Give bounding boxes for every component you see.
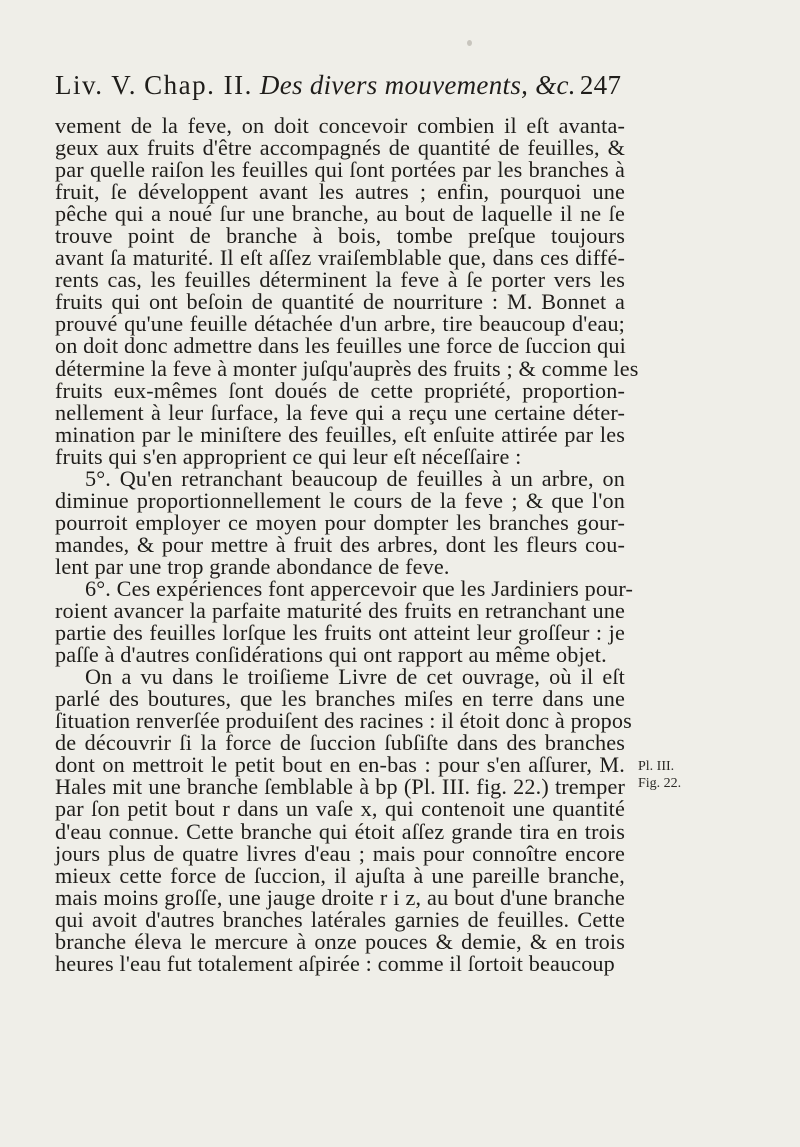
text-line: pêche qui a noué ſur une branche, au bout de laquelle il ne ſe — [55, 201, 625, 227]
text-line: qui avoit d'autres branches latérales garnies de feuilles. Cette — [55, 906, 625, 932]
text-line: de découvrir ſi la force de ſuccion ſubſiſte dans des branches — [55, 730, 625, 756]
running-head — [55, 70, 625, 104]
text-line: vement de la feve, on doit concevoir combien il eſt avanta- — [55, 113, 625, 138]
margin-note-figure: Fig. 22. — [638, 776, 682, 791]
page-number: 247 — [579, 70, 622, 100]
running-head-title: Des divers mouvements, &c. — [259, 70, 576, 100]
text-line: partie des feuilles lorſque les fruits ont atteint leur groſſeur : je — [55, 620, 625, 646]
text-line: heures l'eau fut totalement aſpirée : comme il ſortoit beaucoup — [55, 950, 615, 976]
text-line: ſituation renverſée produiſent des racines : il étoit donc à propos — [55, 708, 632, 734]
text-line: diminue proportionnellement le cours de la feve ; & que l'on — [55, 487, 625, 513]
text-line: on doit donc admettre dans les feuilles une force de ſuccion qui — [55, 333, 626, 359]
text-line: fruit, ſe développent avant les autres ; enfin, pourquoi une — [55, 179, 625, 205]
text-line: prouvé qu'une feuille détachée d'un arbre, tire beaucoup d'eau; — [55, 311, 625, 337]
running-head-chapter: Chap. II. — [144, 70, 253, 100]
text-line: nellement à leur ſurface, la feve qui a reçu une certaine déter- — [55, 399, 625, 425]
margin-note-plate: Pl. III. — [638, 759, 675, 774]
text-line: pourroit employer ce moyen pour dompter les branches gour- — [55, 509, 625, 535]
text-line: lent par une trop grande abondance de feve. — [55, 553, 450, 579]
text-line: jours plus de quatre livres d'eau ; mais pour connoître encore — [55, 840, 625, 866]
text-line: 5°. Qu'en retranchant beaucoup de feuilles à un arbre, on — [85, 465, 625, 491]
text-line: mieux cette force de ſuccion, il ajuſta à une pareille branche, — [55, 862, 625, 888]
ink-speck — [467, 40, 472, 46]
text-line: fruits qui ont beſoin de quantité de nourriture : M. Bonnet a — [55, 289, 625, 315]
text-line: par quelle raiſon les feuilles qui ſont portées par les branches à — [55, 157, 625, 183]
text-line: détermine la feve à monter juſqu'auprès des fruits ; & comme les — [55, 355, 639, 381]
text-line: Hales mit une branche ſemblable à bp (Pl. III. fig. 22.) tremper — [55, 774, 625, 800]
text-line: branche éleva le mercure à onze pouces & demie, & en trois — [55, 928, 625, 954]
text-line: parlé des boutures, que les branches miſes en terre dans une — [55, 686, 625, 712]
text-line: par ſon petit bout r dans un vaſe x, qui contenoit une quantité — [55, 796, 625, 822]
text-line: fruits qui s'en approprient ce qui leur eſt néceſſaire : — [55, 443, 522, 469]
text-line: 6°. Ces expériences font appercevoir que les Jardiniers pour- — [85, 575, 634, 601]
text-line: fruits eux-mêmes ſont doués de cette propriété, proportion- — [55, 377, 625, 403]
text-line: rents cas, les feuilles déterminent la feve à ſe porter vers les — [55, 267, 625, 293]
text-line: d'eau connue. Cette branche qui étoit aſſez grande tira en trois — [55, 818, 625, 844]
body-text — [55, 113, 639, 976]
text-line: paſſe à d'autres conſidérations qui ont rapport au même objet. — [55, 642, 607, 668]
text-line: On a vu dans le troiſieme Livre de cet ouvrage, où il eſt — [85, 664, 625, 690]
text-line: dont on mettroit le petit bout en en-bas : pour s'en aſſurer, M. — [55, 752, 625, 778]
text-line: roient avancer la parfaite maturité des fruits en retranchant une — [55, 598, 625, 624]
text-line: mandes, & pour mettre à fruit des arbres, dont les fleurs cou- — [55, 531, 625, 557]
text-line: mais moins groſſe, une jauge droite r i z, au bout d'une branche — [55, 884, 625, 910]
running-head-book: Liv. V. — [55, 70, 138, 100]
text-line: geux aux fruits d'être accompagnés de quantité de feuilles, & — [55, 135, 625, 161]
text-line: trouve point de branche à bois, tombe preſque toujours — [55, 223, 625, 249]
text-line: avant ſa maturité. Il eſt aſſez vraiſemblable que, dans ces diffé- — [55, 245, 625, 271]
text-line: mination par le miniſtere des feuilles, eſt enſuite attirée par les — [55, 421, 625, 447]
margin-note — [638, 758, 681, 792]
